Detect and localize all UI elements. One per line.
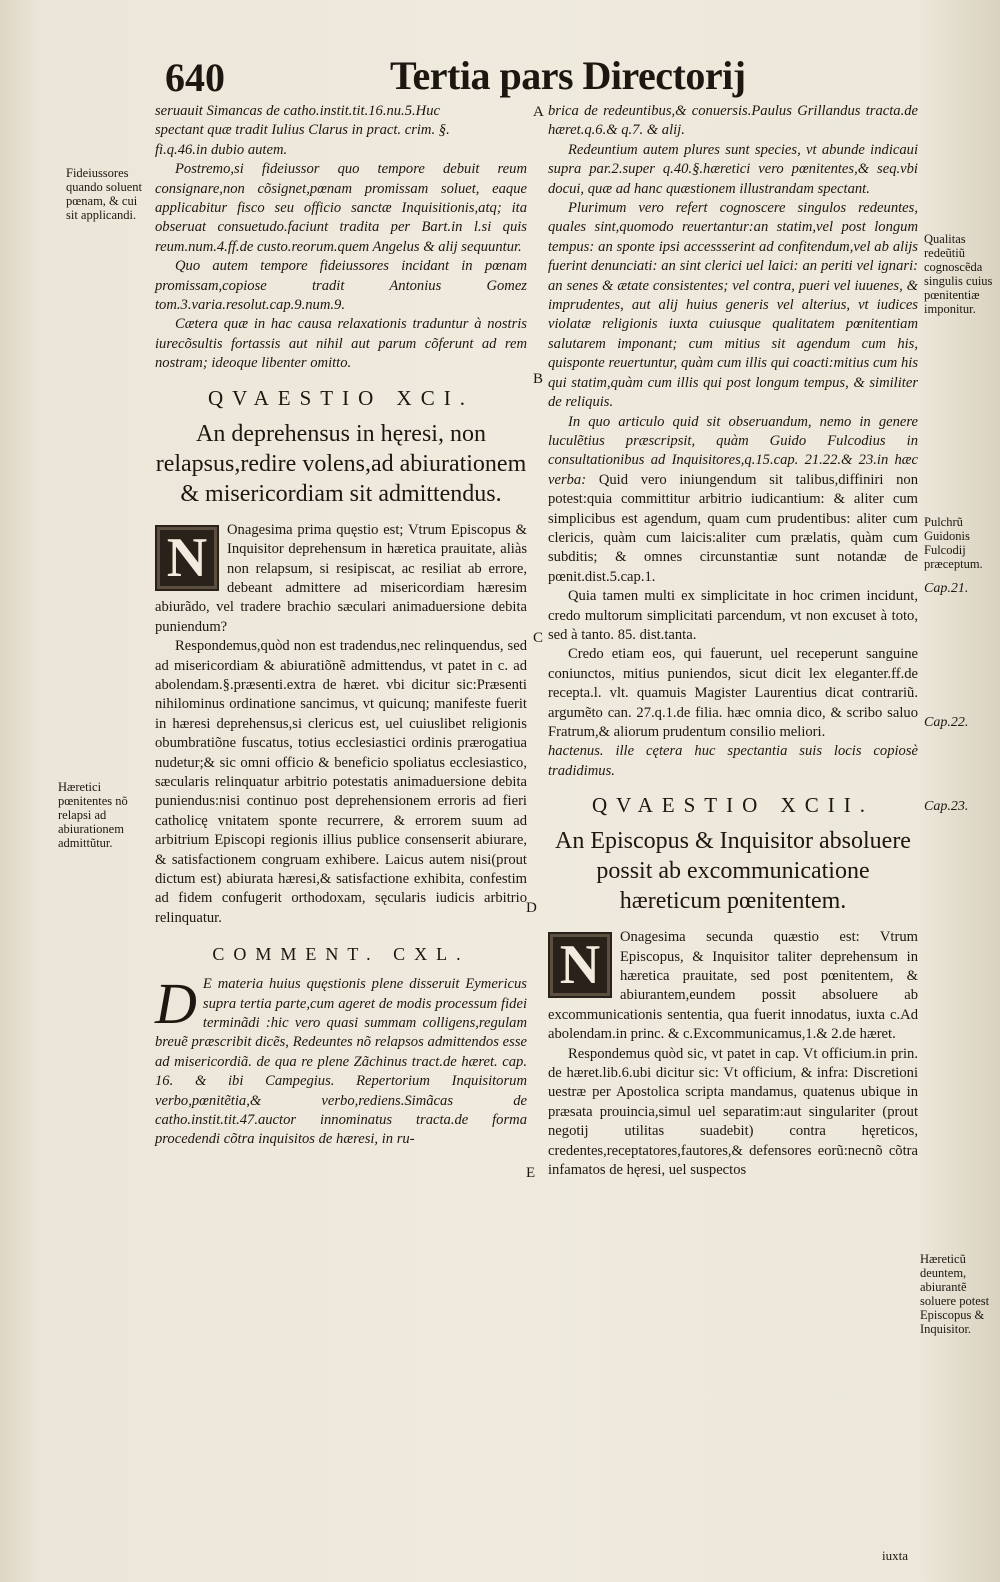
left-top-line-3: fi.q.46.in dubio autem. [155, 141, 288, 158]
question-91-text: Onagesima prima quęstio est; Vtrum Episcopus & Inquisitor deprehensum in hæretica prauitate, aliàs non relapsum, si resipiscat, ac resiliat ab errore, debeant admittere ad misericordiam hæresim abiurãdo, vel tradere brachio sæculari animaduersione debita puniendum? [155, 521, 527, 635]
margin-note-haereticum: Hæreticũ deuntem, abiurantẽ soluere potest Episcopus & Inquisitor. [920, 1252, 990, 1336]
question-91-body [155, 521, 527, 637]
paragraph-in-quo-articulo [548, 413, 918, 588]
drop-cap-d: D [155, 971, 197, 1037]
paragraph-hactenus: hactenus. ille cętera huc spectantia suis locis copiosè tradidimus. [548, 743, 918, 779]
drop-cap-n-ornament: N [155, 525, 219, 591]
catchword: iuxta [882, 1548, 908, 1563]
question-92-response: Respondemus quòd sic, vt patet in cap. Vt officium.in prin. de hæret.lib.6.ubi dicitur sic: Vt officium, & infra: Discretioni uestræ per Apostolica scripta mandamus, quatenus ubique in præsata prouincia,simul uel separatim:aut singulariter (prout negotij utilitas suadebit) contra hęreticos, credentes,receptatores,fautores,& defensores eorũ:necnõ cõtra infamatos de hęresi, uel suspectos [548, 1045, 918, 1179]
question-92-body [548, 928, 918, 1044]
section-letter-c: C [533, 630, 544, 646]
question-91-heading: QVAESTIO XCI. [208, 385, 474, 410]
question-92-heading: QVAESTIO XCII. [592, 793, 874, 818]
left-top-line-1: seruauit Simancas de catho.instit.tit.16.nu.5.Huc [155, 103, 440, 119]
page-number: 640 [165, 55, 225, 100]
question-91-response: Respondemus,quòd non est tradendus,nec relinquendus, sed ad misericordiam & abiuratiõnẽ admittendus, vt patet in c. ad abolendam.§.præsenti.extra de hæret. vbi dicitur sic:Præsenti nihilominus ordinatione sancimus, vt quicunq; manifeste fuerit in hæresi deprehensus,si clericus est, uel cuiuslibet religionis obumbratiõne fuscatus, totius ecclesiastici ordinis prærogatiua nudetur;& sic omni officio & beneficio spoliatus ecclesiastico, sæcularis relinquatur arbitrio potestatis animaduersione debita puniendus:nisi continuo post deprehensionem erroris ad fieri catholicę vnitatem sponte recurrere, & errorem suum ad arbitrium Episcopi regionis illius publice consenserit abiurare, & satisfactionem congruam exhibere. Laicus autem nisi(prout dictum est) abiurata hæresi,& satisfactione exhibita, confestim ad fidem confugerit orthodoxam, sęcularis iudicis arbitrio relinquatur. [155, 638, 527, 926]
paragraph-cetera: Cætera quæ in hac causa relaxationis traduntur à nostris iurecõsultis fortassis aut nihil aut parum cõferunt ad rem nostram; ideoque libenter omitto. [155, 316, 527, 372]
right-column [548, 102, 918, 1181]
left-column [155, 102, 527, 1150]
margin-note-haeretici: Hæretici pœnitentes nõ relapsi ad abiurationem admittũtur. [58, 780, 128, 850]
paragraph-brica: brica de redeuntibus,& conuersis.Paulus Grillandus tracta.de hæret.q.6.& q.7. & alij. [548, 103, 918, 139]
comment-140-text: E materia huius quęstionis plene disseruit Eymericus supra tertia parte,cum ageret de modis processum fidei terminãdi :hic vero quasi summam colligens,regulam breuẽ præscribit dicẽs, Redeuntes nõ relapsos admittendos esse ad misericordiã. de qua re plene Zãchinus tract.de hæret. cap. 16. & ibi Campegius. Repertorium Inquisitorum verbo,pœnitẽtia,& verbo,rediens.Simãcas de catho.instit.tit.47.auctor innominatus tracta.de forma procedendi cõtra inquisitos de hæresi, in ru- [155, 976, 527, 1148]
margin-note-fideiussores: Fideiussores quando soluent pœnam, & cui sit applicandi. [66, 166, 143, 222]
paragraph-redeuntium: Redeuntium autem plures sunt species, vt abunde indicaui supra par.2.super q.40.§.hæretici vero pœnitentes,& seq.vbi docui, quæ ad hanc quæstionem illustrandam spectant. [548, 141, 918, 197]
section-letter-d: D [526, 900, 537, 916]
margin-note-pulchrum: Pulchrũ Guidonis Fulcodij præceptum. [924, 515, 983, 571]
question-92-title: An Episcopus & Inquisitor absoluere possit ab excommunicatione hæreticum pœnitentem. [555, 828, 911, 915]
margin-note-qualitas: Qualitas redeũtiũ cognoscẽda singulis cuius pœnitentiæ imponitur. [924, 232, 993, 316]
paragraph-quo-autem: Quo autem tempore fideiussores incidant in pœnam promissam,copiose tradit Antonius Gomez tom.3.varia.resolut.cap.9.num.9. [155, 258, 527, 314]
section-letter-e: E [526, 1165, 536, 1181]
paragraph-fideiussores: Postremo,si fideiussor quo tempore debuit reum consignare,non cõsignet,pœnam promissam soluet, eaque applicabitur fisco seu officio sanctæ Inquisitionis,atq; ita obseruat consuetudo.faciunt tradita per Bart.in l.si quis reum.num.4.ff.de custo.reorum.quem Angelus & alij sequuntur. [155, 161, 527, 255]
paragraph-quia-tamen: Quia tamen multi ex simplicitate in hoc crimen incidunt, credo multorum simplicitati parcendum, vt non excuset à toto, sed à tanto. 85. dist.tanta. [548, 588, 918, 643]
page-header [165, 52, 885, 100]
drop-cap-n-ornament-2: N [548, 932, 612, 998]
left-top-line-2: spectant quæ tradit Iulius Clarus in pract. crim. §. [155, 122, 450, 139]
question-92-text: Onagesima secunda quæstio est: Vtrum Episcopus, & Inquisitor taliter deprehensum in hæretica prauitate, sed post pœnitentem, & abiurantem,eundem possit absoluere ab excommunicationis sententia, qua fuerit innodatus, iuxta c.Ad abolendam.in princ. & c.Excommunicamus,1.& 2.de hæret. [548, 929, 918, 1043]
paragraph-in-quo-roman: Quid vero iniungendum sit talibus,diffiniri non potest:quia committitur arbitrio iudicantium: & aliter cum simplicibus est agendum, quam cum prudentibus: aliter cum clericis, quàm cum laicis:aliter cum prælatis, quàm cum subditis; & omnes circunstantiæ sunt notandæ de pœnit.dist.5.cap.1. [548, 471, 918, 585]
paragraph-plurimum: Plurimum vero refert cognoscere singulos redeuntes, quales sint,quomodo reuertantur:an statim,vel post longum tempus: an sponte ipsi accessserint ad confitendum,vel ab alijs fuerint denunciati: an sint clerici uel laici: an periti vel ignari: an senes & ætate consistentes; vel contra, pueri vel iuuenes, & imprudentes, aut alij huius generis vel alterius, vt iudices violatæ religionis iuxta cuiusque qualitatem pœnitentiam salutarem imponant; cum mitius sit agendum cum his, quisponte reuertuntur, quàm cum illis qui coacti:mitius cum his qui statim,quàm cum illis qui post longum tempus, & similiter de reliquis. [548, 200, 918, 411]
margin-note-cap-22: Cap.22. [924, 715, 969, 730]
comment-140-heading: COMMENT. CXL. [212, 944, 470, 965]
margin-note-cap-23: Cap.23. [924, 799, 969, 814]
question-91-title: An deprehensus in hęresi, non relapsus,redire volens,ad abiurationem & misericordiam sit admittendus. [155, 420, 527, 507]
paragraph-in-quo-italic: In quo articulo quid sit obseruandum, nemo in genere luculẽtius præscripsit, quàm Guido Fulcodius in consultationibus ad Inquisitores,q.15.cap. 21.22.& 23.in hæc verba: [548, 413, 918, 488]
comment-140-body [155, 971, 527, 1150]
margin-note-cap-21: Cap.21. [924, 581, 969, 596]
paragraph-credo-etiam: Credo etiam eos, qui fauerunt, uel receperunt sanguine coniunctos, mitius puniendos, sicut dicit lex eleganter.ff.de recepta.l. vlt. quamuis Magister Laurentius dicat contrariũ. argumẽto can. 27.q.1.de filia. hæc omnia dico, & scribo saluo Fratrum,& aliorum prudentum consilio meliori. [548, 646, 918, 740]
running-title: Tertia pars Directorij [390, 53, 746, 98]
section-letter-b: B [533, 371, 544, 387]
section-letter-a: A [533, 104, 544, 120]
